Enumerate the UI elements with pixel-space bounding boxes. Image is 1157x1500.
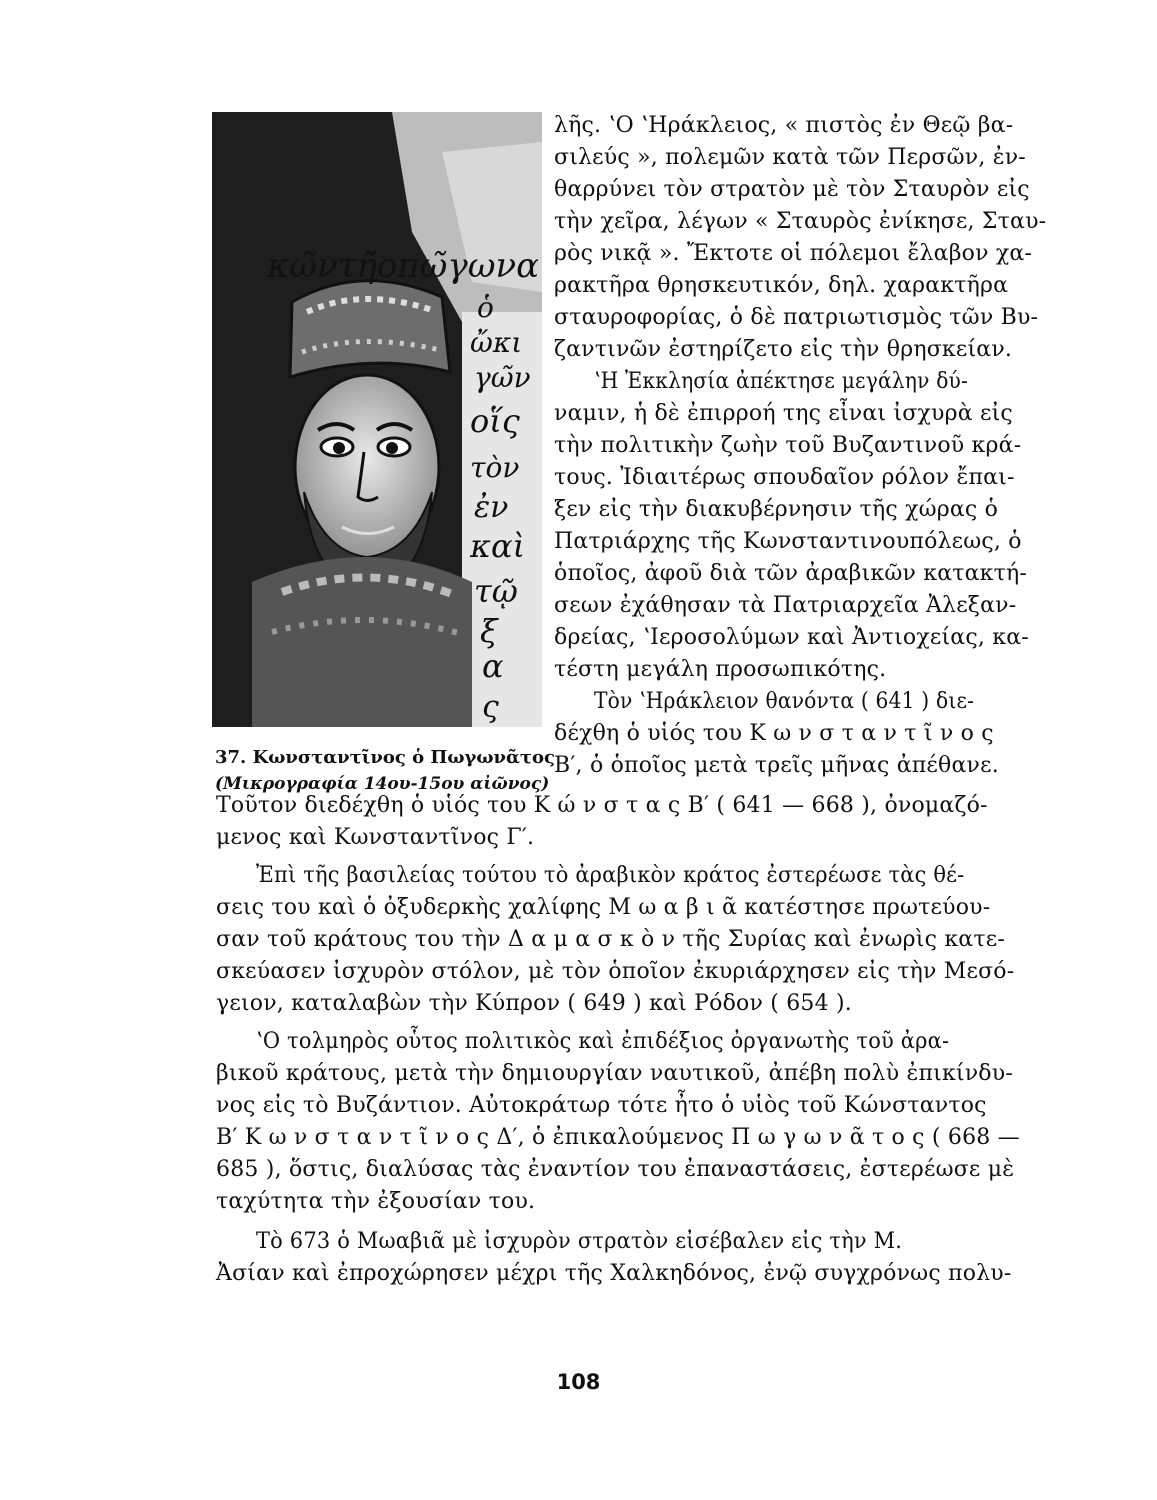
text-line: σκεύασεν ἰσχυρὸν στόλον, μὲ τὸν ὁποῖον ἐκυριάρχησεν εἰς τὴν Μεσό-	[216, 959, 1015, 984]
robe	[252, 557, 472, 727]
manuscript-word-12: ς	[482, 690, 499, 725]
text-line: τὴν χεῖρα, λέγων « Σταυρὸς ἐνίκησε, Σταυ-	[554, 209, 1047, 234]
text-line: ὁποῖος, ἀφοῦ διὰ τῶν ἀραβικῶν κατακτή-	[554, 561, 1028, 586]
text-line: σιλεύς », πολεμῶν κατὰ τῶν Περσῶν, ἐν-	[554, 145, 1026, 170]
paragraph-start: Ἐπὶ τῆς βασιλείας τούτου τὸ ἀραβικὸν κράτος ἐστερέωσε τὰς θέ-	[256, 863, 965, 888]
crown	[290, 281, 450, 377]
text-line: λῆς. ʽΟ ʽΗράκλειος, « πιστὸς ἐν Θεῷ βα-	[554, 113, 1014, 138]
manuscript-word-10: ξ	[480, 612, 498, 650]
paragraph-start: Τὸ 673 ὁ Μωαβιᾶ μὲ ἰσχυρὸν στρατὸν εἰσέβαλεν εἰς τὴν Μ.	[256, 1229, 903, 1254]
manuscript-word-8: καὶ	[470, 527, 526, 565]
text-line: Τοῦτον διεδέχθη ὁ υἱός του Κ ώ ν σ τ α ς Β′ ( 641 — 668 ), ὀνομαζό-	[216, 793, 988, 818]
text-line: μενος καὶ Κωνσταντῖνος Γ′.	[216, 825, 535, 850]
text-line: νος εἰς τὸ Βυζάντιον. Αὐτοκράτωρ τότε ἦτο ὁ υἱὸς τοῦ Κώνσταντος	[216, 1093, 987, 1118]
text-line: ρὸς νικᾷ ». Ἔκτοτε οἱ πόλεμοι ἔλαβον χα-	[554, 241, 1033, 266]
manuscript-miniature	[212, 112, 542, 727]
manuscript-word-2: ὁ	[477, 291, 494, 324]
manuscript-word-7: ἐν	[474, 490, 509, 525]
manuscript-word-1: κω̃ντῆοπω̃γωνα	[267, 246, 540, 286]
text-line: ξεν εἰς τὴν διακυβέρνησιν τῆς χώρας ὁ	[554, 497, 999, 522]
text-line: 685 ), ὅστις, διαλύσας τὰς ἐναντίον του ἐπαναστάσεις, ἐστερέωσε μὲ	[216, 1157, 1015, 1182]
portrait-illustration	[212, 112, 542, 727]
manuscript-word-4: γω̃ν	[474, 361, 531, 394]
text-line: θαρρύνει τὸν στρατὸν μὲ τὸν Σταυρὸν εἰς	[554, 177, 1030, 202]
text-line: σαν τοῦ κράτους του τὴν Δ α μ α σ κ ὸ ν τῆς Συρίας καὶ ἐνωρὶς κατε-	[216, 927, 1005, 952]
manuscript-word-5: οἵς	[470, 402, 520, 440]
text-line: τους. Ἰδιαιτέρως σπουδαῖον ρόλον ἔπαι-	[554, 465, 1015, 490]
manuscript-word-9: τῷ	[474, 572, 518, 610]
text-line: ζαντινῶν ἐστηρίζετο εἰς τὴν θρησκείαν.	[554, 337, 1013, 362]
text-line: ναμιν, ἡ δὲ ἐπιρροή της εἶναι ἰσχυρὰ εἰς	[554, 401, 1013, 426]
text-line: γειον, καταλαβὼν τὴν Κύπρον ( 649 ) καὶ Ρόδον ( 654 ).	[216, 991, 852, 1016]
caption-title: 37. Κωνσταντῖνος ὁ Πωγωνᾶτος	[215, 747, 555, 768]
text-line: σταυροφορίας, ὁ δὲ πατριωτισμὸς τῶν Βυ-	[554, 305, 1039, 330]
paragraph-start: Τὸν ʽΗράκλειον θανόντα ( 641 ) διε-	[594, 689, 975, 714]
text-line: βικοῦ κράτους, μετὰ τὴν δημιουργίαν ναυτικοῦ, ἀπέβη πολὺ ἐπικίνδυ-	[216, 1061, 1013, 1086]
text-line: ταχύτητα τὴν ἐξουσίαν του.	[216, 1189, 536, 1214]
text-line: Β′, ὁ ὁποῖος μετὰ τρεῖς μῆνας ἀπέθανε.	[554, 753, 999, 778]
text-line: Ἀσίαν καὶ ἐπροχώρησεν μέχρι τῆς Χαλκηδόνος, ἐνῷ συγχρόνως πολυ-	[216, 1261, 1012, 1286]
text-line: σεις του καὶ ὁ ὀξυδερκὴς χαλίφης Μ ω α β ι ᾶ κατέστησε πρωτεύου-	[216, 895, 991, 920]
text-line: δρείας, ʽΙεροσολύμων καὶ Ἀντιοχείας, κα-	[554, 625, 1029, 650]
text-line: σεων ἐχάθησαν τὰ Πατριαρχεῖα Ἀλεξαν-	[554, 593, 1017, 618]
text-line: Πατριάρχης τῆς Κωνσταντινουπόλεως, ὁ	[554, 529, 1022, 554]
caption-source: (Μικρογραφία 14ου-15ου αἰῶνος)	[215, 774, 550, 794]
manuscript-word-3: ὤκι	[470, 326, 523, 359]
text-line: δέχθη ὁ υἱός του Κ ω ν σ τ α ν τ ῖ ν ο ς	[554, 721, 994, 746]
text-line: Β′ Κ ω ν σ τ α ν τ ῖ ν ο ς Δ′, ὁ ἐπικαλούμενος Π ω γ ω ν ᾶ τ ο ς ( 668 —	[216, 1125, 1020, 1150]
text-line: ρακτῆρα θρησκευτικόν, δηλ. χαρακτῆρα	[554, 273, 1009, 298]
text-line: τέστη μεγάλη προσωπικότης.	[554, 657, 887, 682]
text-line: τὴν πολιτικὴν ζωὴν τοῦ Βυζαντινοῦ κρά-	[554, 433, 1022, 458]
page-number: 108	[556, 1370, 601, 1394]
manuscript-word-6: τὸν	[470, 451, 520, 484]
manuscript-word-11: α	[482, 647, 504, 685]
paragraph-start: ʽΟ τολμηρὸς οὗτος πολιτικὸς καὶ ἐπιδέξιος ὀργανωτὴς τοῦ ἀρα-	[256, 1029, 950, 1054]
paragraph-start: ʽΗ Ἐκκλησία ἀπέκτησε μεγάλην δύ-	[594, 369, 969, 394]
